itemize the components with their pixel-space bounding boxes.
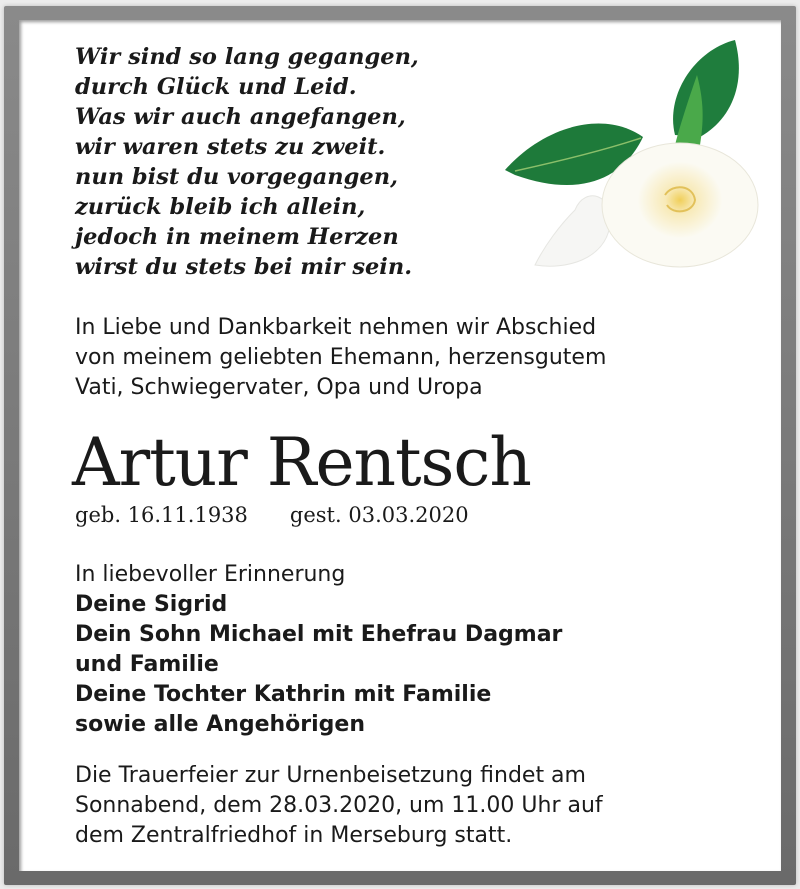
poem-line: wir waren stets zu zweit. [75, 134, 386, 160]
death-date: gest. 03.03.2020 [289, 503, 469, 527]
funeral-info [75, 761, 603, 851]
farewell-line: von meinem geliebten Ehemann, herzensgutem [75, 345, 607, 370]
mourner: Deine Tochter Kathrin mit Familie [75, 682, 492, 707]
funeral-line: Die Trauerfeier zur Urnenbeisetzung findet am [75, 763, 586, 788]
funeral-line: dem Zentralfriedhof in Merseburg statt. [75, 823, 513, 848]
mourner: sowie alle Angehörigen [75, 712, 366, 737]
funeral-line: Sonnabend, dem 28.03.2020, um 11.00 Uhr auf [75, 793, 603, 818]
farewell-line: In Liebe und Dankbarkeit nehmen wir Abschied [75, 315, 597, 340]
farewell-text [75, 313, 606, 403]
poem-line: Was wir auch angefangen, [75, 104, 406, 130]
poem-line: Wir sind so lang gegangen, [75, 44, 419, 70]
white-rose-image [495, 25, 770, 300]
poem [75, 42, 419, 282]
poem-line: nun bist du vorgegangen, [75, 164, 398, 190]
farewell-line: Vati, Schwiegervater, Opa und Uropa [75, 375, 483, 400]
poem-line: jedoch in meinem Herzen [75, 224, 399, 250]
life-dates [75, 503, 511, 527]
poem-line: durch Glück und Leid. [75, 74, 357, 100]
remembrance-text: In liebevoller Erinnerung [75, 562, 346, 587]
mourner: Dein Sohn Michael mit Ehefrau Dagmar [75, 622, 563, 647]
mourner: Deine Sigrid [75, 592, 228, 617]
mourners-block [75, 560, 562, 740]
poem-line: wirst du stets bei mir sein. [75, 254, 413, 280]
poem-line: zurück bleib ich allein, [75, 194, 366, 220]
mourner: und Familie [75, 652, 219, 677]
birth-date: geb. 16.11.1938 [75, 503, 248, 527]
deceased-name: Artur Rentsch [72, 424, 531, 501]
